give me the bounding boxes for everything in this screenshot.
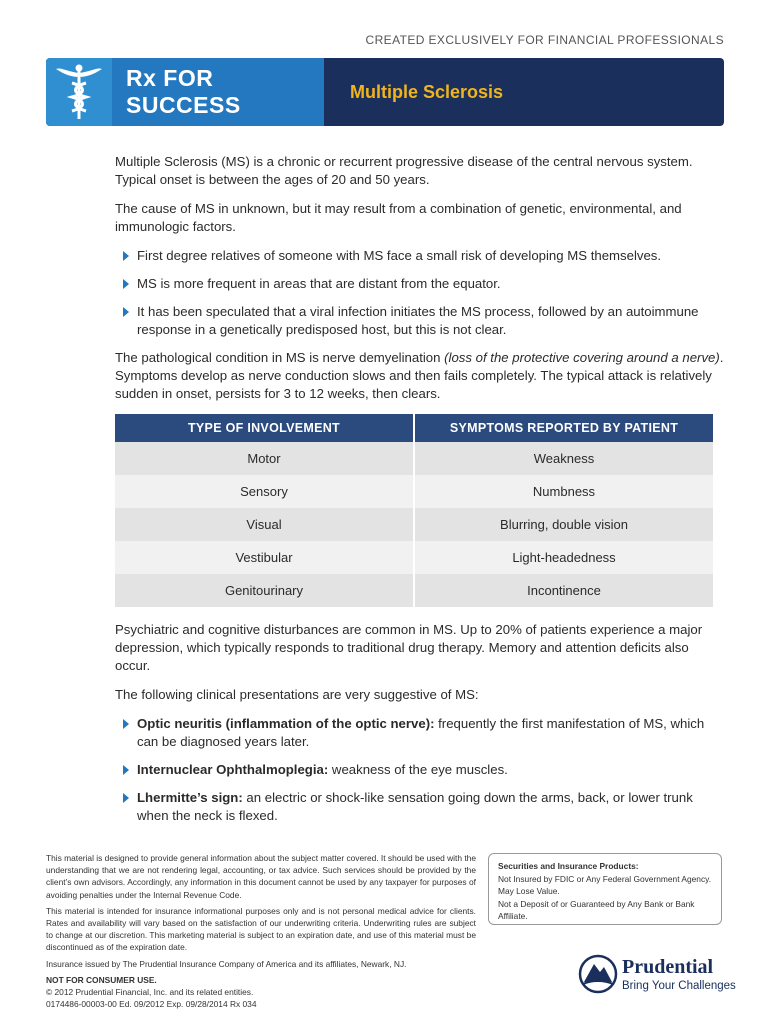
pathology-paragraph	[115, 349, 727, 403]
main-content	[115, 153, 727, 835]
table-cell: Visual	[115, 508, 414, 541]
psychiatric-paragraph: Psychiatric and cognitive disturbances are common in MS. Up to 20% of patients experience a major depression, which typically responds to traditional drug therapy. Memory and attention deficits also occur.	[115, 622, 703, 673]
presentation-text: weakness of the eye muscles.	[328, 762, 508, 777]
page-title: Rx FOR SUCCESS	[126, 65, 241, 118]
list-item	[123, 275, 727, 293]
intro-paragraph: Multiple Sclerosis (MS) is a chronic or recurrent progressive disease of the central nervous system. Typical onset is between the ages of 20 and 50 years.	[115, 154, 693, 187]
bullet-arrow-icon	[123, 307, 129, 317]
list-item	[123, 789, 727, 825]
page-subject: Multiple Sclerosis	[350, 81, 504, 102]
presentation-text: frequently the first manifestation of MS, which can be diagnosed years later.	[137, 716, 705, 749]
top-note: CREATED EXCLUSIVELY FOR FINANCIAL PROFESSIONALS	[365, 33, 724, 47]
securities-line: May Lose Value.	[498, 886, 560, 896]
footer-disclaimer	[46, 852, 476, 1010]
presentations-intro: The following clinical presentations are very suggestive of MS:	[115, 687, 479, 702]
title-box	[112, 58, 324, 126]
table-header-row	[115, 414, 713, 442]
table-row	[115, 508, 713, 541]
pathology-emphasis: (loss of the protective covering around a nerve)	[444, 350, 720, 365]
bullet-arrow-icon	[123, 719, 129, 729]
securities-header: Securities and Insurance Products:	[498, 861, 639, 871]
list-item	[123, 303, 727, 339]
securities-box	[488, 853, 722, 925]
securities-line: Not Insured by FDIC or Any Federal Government Agency.	[498, 873, 712, 884]
list-item-text: First degree relatives of someone with MS face a small risk of developing MS themselves.	[137, 248, 662, 263]
document-codes: 0174486-00003-00 Ed. 09/2012 Exp. 09/28/2014 Rx 034	[46, 999, 257, 1010]
bullet-arrow-icon	[123, 793, 129, 803]
caduceus-icon	[55, 63, 103, 121]
list-item-text: It has been speculated that a viral infection initiates the MS process, followed by an autoimmune response in a genetically predisposed host, but this is not clear.	[137, 304, 699, 337]
table-cell: Light-headedness	[414, 541, 713, 574]
pathology-text-rest: . Symptoms develop as nerve conduction slows and then fails completely. The typical attack is relatively sudden in onset, persists for 3 to 12 weeks, then clears.	[115, 350, 724, 401]
brand-tagline: Bring Your Challenges	[622, 980, 736, 992]
table-row	[115, 475, 713, 508]
presentations-list	[123, 715, 727, 825]
table-cell: Motor	[115, 442, 414, 475]
list-item	[123, 715, 727, 751]
table-header-involvement: TYPE OF INVOLVEMENT	[115, 414, 414, 442]
table-row	[115, 442, 713, 475]
presentation-term: Optic neuritis (inflammation of the optic nerve):	[137, 716, 435, 731]
not-for-consumer: NOT FOR CONSUMER USE.	[46, 974, 157, 985]
disclaimer-insurance: This material is intended for insurance informational purposes only and is not personal medical advice for clients. Rates and availability will vary based on the satisfaction of our underwriting criteria. Underwriting rules are subject to change at our discretion. This marketing material is subject to an expiration date, and use of this material must be discontinued as of the expiration date.	[46, 905, 476, 953]
presentation-text: an electric or shock-like sensation going down the arms, back, or lower trunk when the neck is flexed.	[137, 790, 693, 823]
bullet-arrow-icon	[123, 279, 129, 289]
pathology-text: The pathological condition in MS is nerve demyelination	[115, 350, 445, 365]
prudential-logo	[578, 950, 736, 1000]
list-item-text: MS is more frequent in areas that are distant from the equator.	[137, 276, 501, 291]
copyright: © 2012 Prudential Financial, Inc. and its related entities.	[46, 987, 254, 998]
symptoms-table	[115, 414, 713, 607]
table-cell: Weakness	[414, 442, 713, 475]
table-header-symptoms: SYMPTOMS REPORTED BY PATIENT	[414, 414, 713, 442]
table-cell: Genitourinary	[115, 574, 414, 607]
cause-bullets	[123, 247, 727, 339]
securities-line: Not a Deposit of or Guaranteed by Any Bank or Bank Affiliate.	[498, 898, 695, 921]
disclaimer-legal: This material is designed to provide general information about the subject matter covered. It should be used with the understanding that we are not rendering legal, accounting, or tax advice. Such services should be provided by the client’s own advisors. Accordingly, any information in this document cannot be used by any taxpayer for purposes of avoiding penalties under the Internal Revenue Code.	[46, 853, 476, 900]
table-cell: Sensory	[115, 475, 414, 508]
bullet-arrow-icon	[123, 765, 129, 775]
brand-name: Prudential	[622, 956, 714, 978]
table-cell: Vestibular	[115, 541, 414, 574]
table-cell: Numbness	[414, 475, 713, 508]
table-row	[115, 574, 713, 607]
bullet-arrow-icon	[123, 251, 129, 261]
cause-paragraph: The cause of MS in unknown, but it may result from a combination of genetic, environmental, and immunologic factors.	[115, 201, 682, 234]
table-cell: Incontinence	[414, 574, 713, 607]
list-item	[123, 247, 727, 265]
list-item	[123, 761, 727, 779]
rock-logo-icon	[578, 954, 618, 994]
presentation-term: Lhermitte’s sign:	[137, 790, 243, 805]
presentation-term: Internuclear Ophthalmoplegia:	[137, 762, 329, 777]
header-banner	[46, 58, 724, 126]
table-row	[115, 541, 713, 574]
caduceus-logo	[46, 58, 112, 126]
table-cell: Blurring, double vision	[414, 508, 713, 541]
issuer-line: Insurance issued by The Prudential Insurance Company of America and its affiliates, Newark, NJ.	[46, 958, 407, 969]
